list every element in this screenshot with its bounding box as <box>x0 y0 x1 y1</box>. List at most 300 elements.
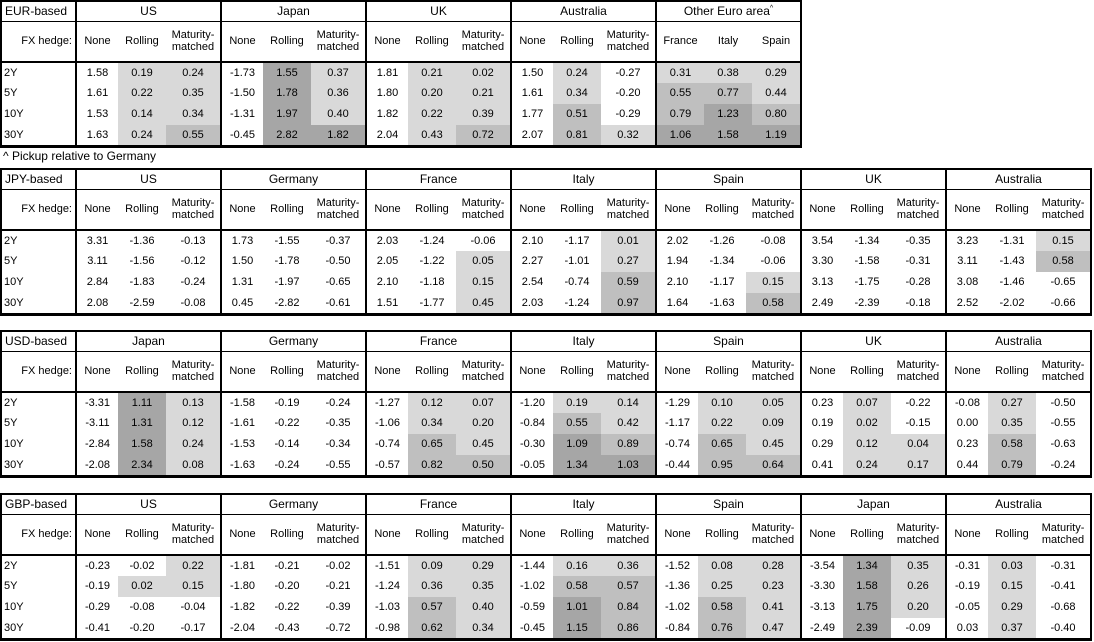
tenor-row-10y <box>1 104 801 125</box>
tenor-label: 2Y <box>4 234 18 247</box>
data-cell: -2.84 <box>76 434 118 455</box>
data-cell: -1.73 <box>221 62 263 83</box>
column-header-none: None <box>946 351 988 392</box>
data-cell: 1.61 <box>76 83 118 104</box>
data-cell: 0.44 <box>752 83 801 104</box>
data-cell: 1.50 <box>221 251 263 272</box>
data-cell: -1.27 <box>366 392 408 413</box>
country-header-germany: Germany <box>221 169 366 189</box>
data-cell: -1.31 <box>999 234 1025 247</box>
data-cell: 0.02 <box>843 413 891 434</box>
data-cell: -0.15 <box>905 417 931 430</box>
country-header-italy: Italy <box>511 494 656 514</box>
column-header-maturity-matched: Maturity-matched <box>746 514 801 555</box>
data-cell: 0.43 <box>408 125 456 146</box>
usd-based-table <box>0 330 1092 478</box>
data-cell: 0.58 <box>553 576 601 597</box>
data-cell: -2.04 <box>221 618 263 639</box>
column-header-none: None <box>656 351 698 392</box>
data-cell: 0.19 <box>118 62 166 83</box>
data-cell: -0.20 <box>615 87 641 100</box>
data-cell: 2.10 <box>511 230 553 251</box>
country-header-france: France <box>366 331 511 351</box>
data-cell: 1.58 <box>118 434 166 455</box>
column-header-none: None <box>221 189 263 230</box>
data-cell: -1.55 <box>274 234 300 247</box>
data-cell: 0.55 <box>656 83 704 104</box>
data-cell: -1.97 <box>274 276 300 289</box>
country-header-uk: UK <box>366 1 511 21</box>
data-cell: 2.49 <box>801 293 843 314</box>
data-cell: 0.35 <box>166 83 221 104</box>
data-cell: -0.21 <box>325 580 351 593</box>
country-header-australia: Australia <box>946 494 1091 514</box>
data-cell: 0.65 <box>698 434 746 455</box>
data-cell: 0.15 <box>166 576 221 597</box>
data-cell: 0.95 <box>698 455 746 476</box>
data-cell: 0.01 <box>601 230 656 251</box>
data-cell: 0.12 <box>843 434 891 455</box>
tenor-label: 30Y <box>4 296 24 309</box>
data-cell: -0.30 <box>511 434 553 455</box>
data-cell: 1.31 <box>221 272 263 293</box>
data-cell: -1.80 <box>221 576 263 597</box>
data-cell: 0.65 <box>408 434 456 455</box>
data-cell: 0.57 <box>408 597 456 618</box>
column-header-rolling: Rolling <box>553 351 601 392</box>
data-cell: -2.08 <box>76 455 118 476</box>
data-cell: -0.74 <box>656 434 698 455</box>
data-cell: -1.61 <box>221 413 263 434</box>
column-header-rolling: Rolling <box>698 351 746 392</box>
column-header-rolling: Rolling <box>118 21 166 62</box>
tenor-row-5y <box>1 413 1091 434</box>
data-cell: 0.72 <box>456 125 511 146</box>
data-cell: 0.09 <box>408 555 456 576</box>
column-header-france: France <box>656 21 704 62</box>
country-header-germany: Germany <box>221 331 366 351</box>
data-cell: 0.84 <box>601 597 656 618</box>
data-cell: -0.02 <box>325 559 351 572</box>
column-header-none: None <box>511 189 553 230</box>
country-header-germany: Germany <box>221 494 366 514</box>
column-header-rolling: Rolling <box>698 514 746 555</box>
column-header-maturity-matched: Maturity-matched <box>311 351 366 392</box>
column-header-maturity-matched: Maturity-matched <box>1036 189 1091 230</box>
column-header-none: None <box>76 189 118 230</box>
column-header-maturity-matched: Maturity-matched <box>746 189 801 230</box>
column-header-none: None <box>946 514 988 555</box>
data-cell: 0.14 <box>601 392 656 413</box>
data-cell: -1.82 <box>221 597 263 618</box>
column-header-maturity-matched: Maturity-matched <box>166 21 221 62</box>
data-cell: 0.57 <box>601 576 656 597</box>
data-cell: -1.43 <box>999 255 1025 268</box>
fx-hedge-row-label: FX hedge: <box>1 351 76 392</box>
data-cell: 0.20 <box>891 597 946 618</box>
data-cell: -1.17 <box>709 276 735 289</box>
data-cell: -0.24 <box>325 396 351 409</box>
data-cell: 1.34 <box>843 555 891 576</box>
column-header-rolling: Rolling <box>408 189 456 230</box>
data-cell: -0.24 <box>274 458 300 471</box>
data-cell: 0.37 <box>988 618 1036 639</box>
data-cell: 0.29 <box>988 597 1036 618</box>
data-cell: -0.17 <box>180 621 206 634</box>
data-cell: -3.13 <box>801 597 843 618</box>
column-header-none: None <box>366 21 408 62</box>
data-cell: 0.80 <box>752 104 801 125</box>
data-cell: 0.24 <box>166 434 221 455</box>
data-cell: 1.75 <box>843 597 891 618</box>
data-cell: 0.27 <box>988 392 1036 413</box>
column-header-none: None <box>221 21 263 62</box>
data-cell: -1.24 <box>366 576 408 597</box>
data-cell: 0.32 <box>601 125 656 146</box>
data-cell: 1.80 <box>366 83 408 104</box>
data-cell: 0.09 <box>746 413 801 434</box>
data-cell: -0.08 <box>129 601 155 614</box>
data-cell: -0.06 <box>760 255 786 268</box>
data-cell: 0.79 <box>988 455 1036 476</box>
country-header-us: US <box>76 169 221 189</box>
data-cell: -0.19 <box>274 396 300 409</box>
column-header-maturity-matched: Maturity-matched <box>601 351 656 392</box>
data-cell: -1.53 <box>221 434 263 455</box>
data-cell: 0.31 <box>656 62 704 83</box>
data-cell: -0.45 <box>511 618 553 639</box>
data-cell: -1.83 <box>129 276 155 289</box>
data-cell: 1.34 <box>553 455 601 476</box>
data-cell: 0.19 <box>801 413 843 434</box>
column-header-none: None <box>656 514 698 555</box>
fx-hedge-row-label: FX hedge: <box>1 514 76 555</box>
data-cell: 2.04 <box>366 125 408 146</box>
data-cell: 2.34 <box>118 455 166 476</box>
data-cell: -0.09 <box>905 621 931 634</box>
country-header-uk: UK <box>801 169 946 189</box>
column-header-none: None <box>511 21 553 62</box>
tenor-row-10y <box>1 272 1091 293</box>
data-cell: 3.30 <box>801 251 843 272</box>
data-cell: 0.24 <box>553 62 601 83</box>
data-cell: -0.29 <box>615 108 641 121</box>
data-cell: 0.45 <box>746 434 801 455</box>
footnote-marker: ^ <box>769 4 774 12</box>
column-header-none: None <box>76 514 118 555</box>
fx-hedge-row-label: FX hedge: <box>1 189 76 230</box>
data-cell: 0.50 <box>456 455 511 476</box>
data-cell: -1.36 <box>129 234 155 247</box>
data-cell: 0.35 <box>988 413 1036 434</box>
data-cell: 0.62 <box>408 618 456 639</box>
country-header-australia: Australia <box>511 1 656 21</box>
column-header-maturity-matched: Maturity-matched <box>311 514 366 555</box>
data-cell: -0.43 <box>274 621 300 634</box>
data-cell: -2.02 <box>999 296 1025 309</box>
column-header-rolling: Rolling <box>263 21 311 62</box>
tenor-label: 2Y <box>4 396 18 409</box>
data-cell: 0.24 <box>118 125 166 146</box>
data-cell: 0.03 <box>988 555 1036 576</box>
data-cell: -1.01 <box>564 255 590 268</box>
data-cell: -1.18 <box>419 276 445 289</box>
column-header-rolling: Rolling <box>843 351 891 392</box>
data-cell: 0.40 <box>456 597 511 618</box>
column-header-rolling: Rolling <box>553 514 601 555</box>
data-cell: -2.49 <box>801 618 843 639</box>
data-cell: 1.09 <box>553 434 601 455</box>
data-cell: -3.11 <box>76 413 118 434</box>
data-cell: 0.36 <box>311 83 366 104</box>
data-cell: 3.54 <box>801 230 843 251</box>
data-cell: -0.74 <box>564 276 590 289</box>
data-cell: 2.54 <box>511 272 553 293</box>
data-cell: -1.56 <box>129 255 155 268</box>
data-cell: 0.45 <box>221 293 263 314</box>
data-cell: -0.08 <box>946 392 988 413</box>
data-cell: 0.59 <box>601 272 656 293</box>
data-cell: 0.19 <box>553 392 601 413</box>
data-cell: -0.21 <box>274 559 300 572</box>
data-cell: 0.77 <box>704 83 752 104</box>
data-cell: 0.40 <box>311 104 366 125</box>
data-cell: -1.58 <box>854 255 880 268</box>
country-header-us: US <box>76 1 221 21</box>
data-cell: -0.18 <box>905 296 931 309</box>
column-header-rolling: Rolling <box>408 21 456 62</box>
data-cell: -0.31 <box>905 255 931 268</box>
data-cell: 0.08 <box>166 455 221 476</box>
data-cell: -0.45 <box>221 125 263 146</box>
tenor-row-2y <box>1 392 1091 413</box>
country-header-other-euro-area: Other Euro area^ <box>656 1 801 21</box>
data-cell: 1.77 <box>511 104 553 125</box>
data-cell: 0.58 <box>698 597 746 618</box>
data-cell: -0.39 <box>325 601 351 614</box>
data-cell: 1.51 <box>366 293 408 314</box>
data-cell: 0.15 <box>746 272 801 293</box>
tenor-row-5y <box>1 576 1091 597</box>
column-header-rolling: Rolling <box>263 514 311 555</box>
data-cell: -1.17 <box>564 234 590 247</box>
data-cell: 0.64 <box>746 455 801 476</box>
data-cell: -1.29 <box>656 392 698 413</box>
data-cell: -0.31 <box>1050 559 1076 572</box>
data-cell: 0.23 <box>946 434 988 455</box>
data-cell: 0.21 <box>456 83 511 104</box>
tenor-label: 5Y <box>4 580 18 593</box>
data-cell: 0.22 <box>698 413 746 434</box>
data-cell: -0.19 <box>946 576 988 597</box>
column-header-maturity-matched: Maturity-matched <box>746 351 801 392</box>
data-cell: 1.31 <box>118 413 166 434</box>
data-cell: 0.00 <box>946 413 988 434</box>
data-cell: 0.12 <box>166 413 221 434</box>
data-cell: -0.22 <box>274 417 300 430</box>
tenor-label: 10Y <box>4 276 24 289</box>
data-cell: 1.50 <box>511 62 553 83</box>
footnote: ^ Pickup relative to Germany <box>3 149 157 163</box>
data-cell: 1.19 <box>752 125 801 146</box>
column-header-none: None <box>801 189 843 230</box>
data-cell: -0.08 <box>180 296 206 309</box>
data-cell: 0.36 <box>601 555 656 576</box>
data-cell: -1.24 <box>419 234 445 247</box>
data-cell: 2.08 <box>76 293 118 314</box>
tenor-label: 2Y <box>4 66 18 79</box>
data-cell: 0.12 <box>408 392 456 413</box>
column-header-rolling: Rolling <box>553 189 601 230</box>
data-cell: 2.02 <box>656 230 698 251</box>
data-cell: 0.03 <box>946 618 988 639</box>
data-cell: 0.20 <box>456 413 511 434</box>
column-header-none: None <box>656 189 698 230</box>
data-cell: -0.41 <box>1050 580 1076 593</box>
data-cell: -0.55 <box>1050 417 1076 430</box>
column-header-rolling: Rolling <box>988 189 1036 230</box>
tenor-label: 5Y <box>4 255 18 268</box>
data-cell: -2.59 <box>129 296 155 309</box>
data-cell: -1.46 <box>999 276 1025 289</box>
data-cell: 0.35 <box>891 555 946 576</box>
country-header-australia: Australia <box>946 169 1091 189</box>
data-cell: -1.51 <box>366 555 408 576</box>
data-cell: -0.29 <box>76 597 118 618</box>
base-currency-label: GBP-based <box>1 494 76 514</box>
column-header-rolling: Rolling <box>118 514 166 555</box>
data-cell: -0.66 <box>1050 296 1076 309</box>
data-cell: 1.55 <box>263 62 311 83</box>
data-cell: -0.74 <box>366 434 408 455</box>
data-cell: 0.89 <box>601 434 656 455</box>
data-cell: -0.05 <box>511 455 553 476</box>
data-cell: 0.22 <box>118 83 166 104</box>
data-cell: -0.24 <box>1050 458 1076 471</box>
data-cell: 1.23 <box>704 104 752 125</box>
data-cell: 0.34 <box>408 413 456 434</box>
data-cell: 0.41 <box>746 597 801 618</box>
data-cell: 2.27 <box>511 251 553 272</box>
fx-hedge-row-label: FX hedge: <box>1 21 76 62</box>
data-cell: 0.58 <box>1036 251 1091 272</box>
column-header-maturity-matched: Maturity-matched <box>601 514 656 555</box>
column-header-maturity-matched: Maturity-matched <box>456 351 511 392</box>
data-cell: 0.23 <box>746 576 801 597</box>
tenor-label: 10Y <box>4 108 24 121</box>
data-cell: 3.11 <box>946 251 988 272</box>
column-header-rolling: Rolling <box>843 189 891 230</box>
data-cell: 0.22 <box>408 104 456 125</box>
data-cell: 0.58 <box>746 293 801 314</box>
base-currency-label: USD-based <box>1 331 76 351</box>
data-cell: 0.13 <box>166 392 221 413</box>
tenor-row-2y <box>1 62 801 83</box>
country-header-japan: Japan <box>221 1 366 21</box>
data-cell: -2.82 <box>274 296 300 309</box>
data-cell: 0.51 <box>553 104 601 125</box>
data-cell: 0.15 <box>1036 230 1091 251</box>
data-cell: 0.38 <box>704 62 752 83</box>
data-cell: -1.17 <box>656 413 698 434</box>
column-header-none: None <box>366 351 408 392</box>
data-cell: 1.15 <box>553 618 601 639</box>
data-cell: -0.59 <box>511 597 553 618</box>
data-cell: 0.10 <box>698 392 746 413</box>
country-header-uk: UK <box>801 331 946 351</box>
tenor-label: 30Y <box>4 128 24 141</box>
country-header-spain: Spain <box>656 169 801 189</box>
data-cell: -0.35 <box>905 234 931 247</box>
tenor-label: 5Y <box>4 417 18 430</box>
column-header-none: None <box>221 514 263 555</box>
column-header-maturity-matched: Maturity-matched <box>166 189 221 230</box>
data-cell: -0.40 <box>1050 621 1076 634</box>
data-cell: -1.58 <box>221 392 263 413</box>
column-header-rolling: Rolling <box>118 351 166 392</box>
country-header-spain: Spain <box>656 494 801 514</box>
column-header-rolling: Rolling <box>263 189 311 230</box>
gbp-based-table <box>0 493 1092 641</box>
data-cell: -1.20 <box>511 392 553 413</box>
data-cell: 0.29 <box>801 434 843 455</box>
data-cell: -0.22 <box>274 601 300 614</box>
column-header-maturity-matched: Maturity-matched <box>166 514 221 555</box>
data-cell: -0.41 <box>76 618 118 639</box>
base-currency-label: JPY-based <box>1 169 76 189</box>
country-header-france: France <box>366 169 511 189</box>
tenor-row-30y <box>1 455 1091 476</box>
data-cell: -1.06 <box>366 413 408 434</box>
data-cell: 0.39 <box>456 104 511 125</box>
data-cell: -0.20 <box>129 621 155 634</box>
data-cell: 3.08 <box>946 272 988 293</box>
data-cell: 0.28 <box>746 555 801 576</box>
data-cell: 0.58 <box>988 434 1036 455</box>
data-cell: -0.24 <box>180 276 206 289</box>
tenor-row-10y <box>1 434 1091 455</box>
data-cell: -1.81 <box>221 555 263 576</box>
data-cell: 0.36 <box>408 576 456 597</box>
data-cell: -0.12 <box>180 255 206 268</box>
data-cell: -1.02 <box>656 597 698 618</box>
data-cell: -1.34 <box>854 234 880 247</box>
data-cell: -0.50 <box>325 255 351 268</box>
data-cell: 0.42 <box>601 413 656 434</box>
data-cell: -0.31 <box>946 555 988 576</box>
data-cell: -1.34 <box>709 255 735 268</box>
data-cell: -1.24 <box>564 296 590 309</box>
data-cell: 0.81 <box>553 125 601 146</box>
data-cell: 0.86 <box>601 618 656 639</box>
data-cell: -0.84 <box>656 618 698 639</box>
data-cell: -0.04 <box>180 601 206 614</box>
column-header-maturity-matched: Maturity-matched <box>601 21 656 62</box>
data-cell: 1.64 <box>656 293 698 314</box>
data-cell: 1.82 <box>366 104 408 125</box>
data-cell: 0.47 <box>746 618 801 639</box>
data-cell: 1.06 <box>656 125 704 146</box>
tenor-row-2y <box>1 555 1091 576</box>
data-cell: 0.22 <box>166 555 221 576</box>
data-cell: -0.72 <box>325 621 351 634</box>
data-cell: -1.44 <box>511 555 553 576</box>
column-header-maturity-matched: Maturity-matched <box>1036 351 1091 392</box>
data-cell: -0.63 <box>1050 438 1076 451</box>
column-header-rolling: Rolling <box>988 351 1036 392</box>
column-header-none: None <box>221 351 263 392</box>
data-cell: 1.82 <box>311 125 366 146</box>
